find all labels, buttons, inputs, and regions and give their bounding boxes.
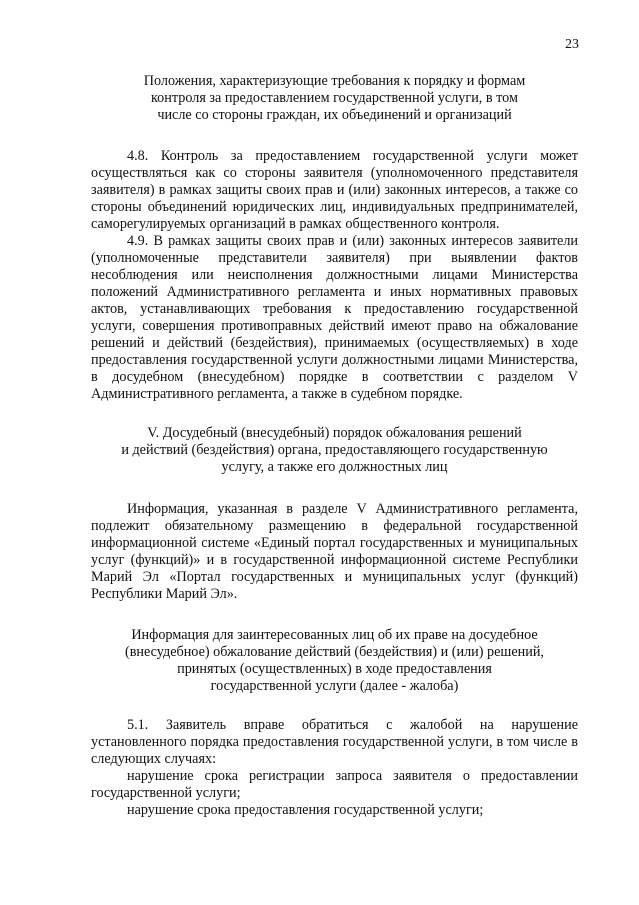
- section-heading-v: [91, 425, 578, 476]
- section-heading-control: [91, 73, 578, 124]
- paragraph-4-9: 4.9. В рамках защиты своих прав и (или) законных интересов заявители (уполномоченные представители заявителя) при выявлении фактов несоблюдения или неисполнения должностными лицами Министерства положений Административного регламента и иных нормативных правовых актов, устанавливающих требования к предоставлению государственной услуги, совершения противоправных действий имеют право на обжалование решений и действий (бездействия), принимаемых (осуществляемых) в ходе предоставления государственной услуги должностными лицами Министерства, в досудебном (внесудебном) порядке в соответствии с разделом V Административного регламента, а также в судебном порядке.: [91, 233, 578, 402]
- paragraph-5-1-case-deadline: нарушение срока предоставления государственной услуги;: [127, 802, 484, 818]
- heading-line: Положения, характеризующие требования к порядку и формам: [143, 73, 526, 89]
- heading-line: государственной услуги (далее - жалоба): [210, 678, 459, 694]
- paragraph-4-8: 4.8. Контроль за предоставлением государственной услуги может осуществляться как со стороны заявителя (уполномоченного представителя заявителя) в рамках защиты своих прав и (или) законных интересов, а также со стороны объединений юридических лиц, индивидуальных предпринимателей, саморегулируемых организаций в рамках общественного контроля.: [91, 148, 578, 232]
- heading-line: (внесудебное) обжалование действий (бездействия) и (или) решений,: [125, 644, 544, 660]
- section-heading-complaint-info: [91, 627, 578, 695]
- heading-line: и действий (бездействия) органа, предоставляющего государственную: [121, 442, 548, 458]
- heading-line: числе со стороны граждан, их объединений и организаций: [157, 107, 512, 123]
- page-number: 23: [565, 37, 579, 52]
- heading-line: принятых (осуществленных) в ходе предоставления: [177, 661, 492, 677]
- heading-line: контроля за предоставлением государственной услуги, в том: [151, 90, 518, 106]
- paragraph-5-1: 5.1. Заявитель вправе обратиться с жалобой на нарушение установленного порядка предоставления государственной услуги, в том числе в следующих случаях:: [91, 717, 578, 767]
- paragraph-5-1-case-registration: нарушение срока регистрации запроса заявителя о предоставлении государственной услуги;: [91, 768, 578, 801]
- paragraph-information-placement: Информация, указанная в разделе V Административного регламента, подлежит обязательному размещению в федеральной государственной информационной системе «Единый портал государственных и муниципальных услуг (функций)» и в государственной информационной системе Республики Марий Эл «Портал государственных и муниципальных услуг (функций) Республики Марий Эл».: [91, 501, 578, 602]
- heading-line: услугу, а также его должностных лиц: [221, 459, 448, 475]
- heading-line: V. Досудебный (внесудебный) порядок обжалования решений: [147, 425, 522, 441]
- document-body: [91, 73, 578, 819]
- heading-line: Информация для заинтересованных лиц об их праве на досудебное: [131, 627, 538, 643]
